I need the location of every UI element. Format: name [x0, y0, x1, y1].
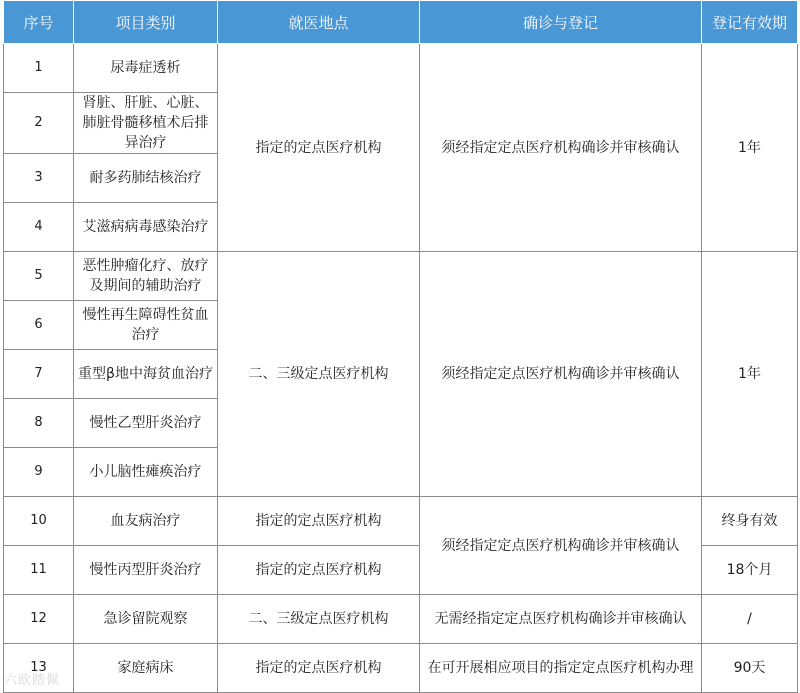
row-confirm: 无需经指定定点医疗机构确诊并审核确认	[420, 595, 702, 644]
table-row	[4, 44, 798, 93]
row-no: 10	[4, 497, 74, 546]
row-location: 二、三级定点医疗机构	[218, 595, 420, 644]
row-category: 耐多药肺结核治疗	[74, 154, 218, 203]
row-location: 指定的定点医疗机构	[218, 644, 420, 693]
header-no: 序号	[4, 1, 74, 44]
row-category: 肾脏、肝脏、心脏、肺脏骨髓移植术后排异治疗	[74, 93, 218, 154]
row-category: 慢性再生障碍性贫血治疗	[74, 301, 218, 350]
row-confirm: 在可开展相应项目的指定定点医疗机构办理	[420, 644, 702, 693]
row-validity: /	[702, 595, 798, 644]
row-confirm: 须经指定定点医疗机构确诊并审核确认	[420, 497, 702, 595]
row-no: 9	[4, 448, 74, 497]
row-location: 指定的定点医疗机构	[218, 44, 420, 252]
row-category: 家庭病床	[74, 644, 218, 693]
watermark: 六欧踏佩	[4, 673, 61, 688]
row-validity: 终身有效	[702, 497, 798, 546]
row-category: 急诊留院观察	[74, 595, 218, 644]
row-no: 1	[4, 44, 74, 93]
row-no: 12	[4, 595, 74, 644]
row-category: 慢性乙型肝炎治疗	[74, 399, 218, 448]
row-confirm: 须经指定定点医疗机构确诊并审核确认	[420, 44, 702, 252]
header-row	[4, 1, 798, 44]
row-category: 慢性丙型肝炎治疗	[74, 546, 218, 595]
row-no: 7	[4, 350, 74, 399]
header-category: 项目类别	[74, 1, 218, 44]
row-location: 指定的定点医疗机构	[218, 497, 420, 546]
row-category: 小儿脑性瘫痪治疗	[74, 448, 218, 497]
row-no: 3	[4, 154, 74, 203]
table-row	[4, 252, 798, 301]
row-category: 血友病治疗	[74, 497, 218, 546]
table-row	[4, 644, 798, 693]
row-no: 6	[4, 301, 74, 350]
row-validity: 18个月	[702, 546, 798, 595]
table-row	[4, 497, 798, 546]
row-no: 13	[4, 644, 74, 693]
row-category: 尿毒症透析	[74, 44, 218, 93]
row-no: 8	[4, 399, 74, 448]
row-no: 11	[4, 546, 74, 595]
row-validity: 90天	[702, 644, 798, 693]
header-validity: 登记有效期	[702, 1, 798, 44]
row-validity: 1年	[702, 44, 798, 252]
row-no: 4	[4, 203, 74, 252]
table-row	[4, 595, 798, 644]
row-category: 重型β地中海贫血治疗	[74, 350, 218, 399]
header-location: 就医地点	[218, 1, 420, 44]
row-no: 5	[4, 252, 74, 301]
row-validity: 1年	[702, 252, 798, 497]
row-location: 二、三级定点医疗机构	[218, 252, 420, 497]
row-category: 恶性肿瘤化疗、放疗及期间的辅助治疗	[74, 252, 218, 301]
row-confirm: 须经指定定点医疗机构确诊并审核确认	[420, 252, 702, 497]
row-category: 艾滋病病毒感染治疗	[74, 203, 218, 252]
policy-table	[3, 0, 798, 693]
header-confirm: 确诊与登记	[420, 1, 702, 44]
row-no: 2	[4, 93, 74, 154]
row-location: 指定的定点医疗机构	[218, 546, 420, 595]
